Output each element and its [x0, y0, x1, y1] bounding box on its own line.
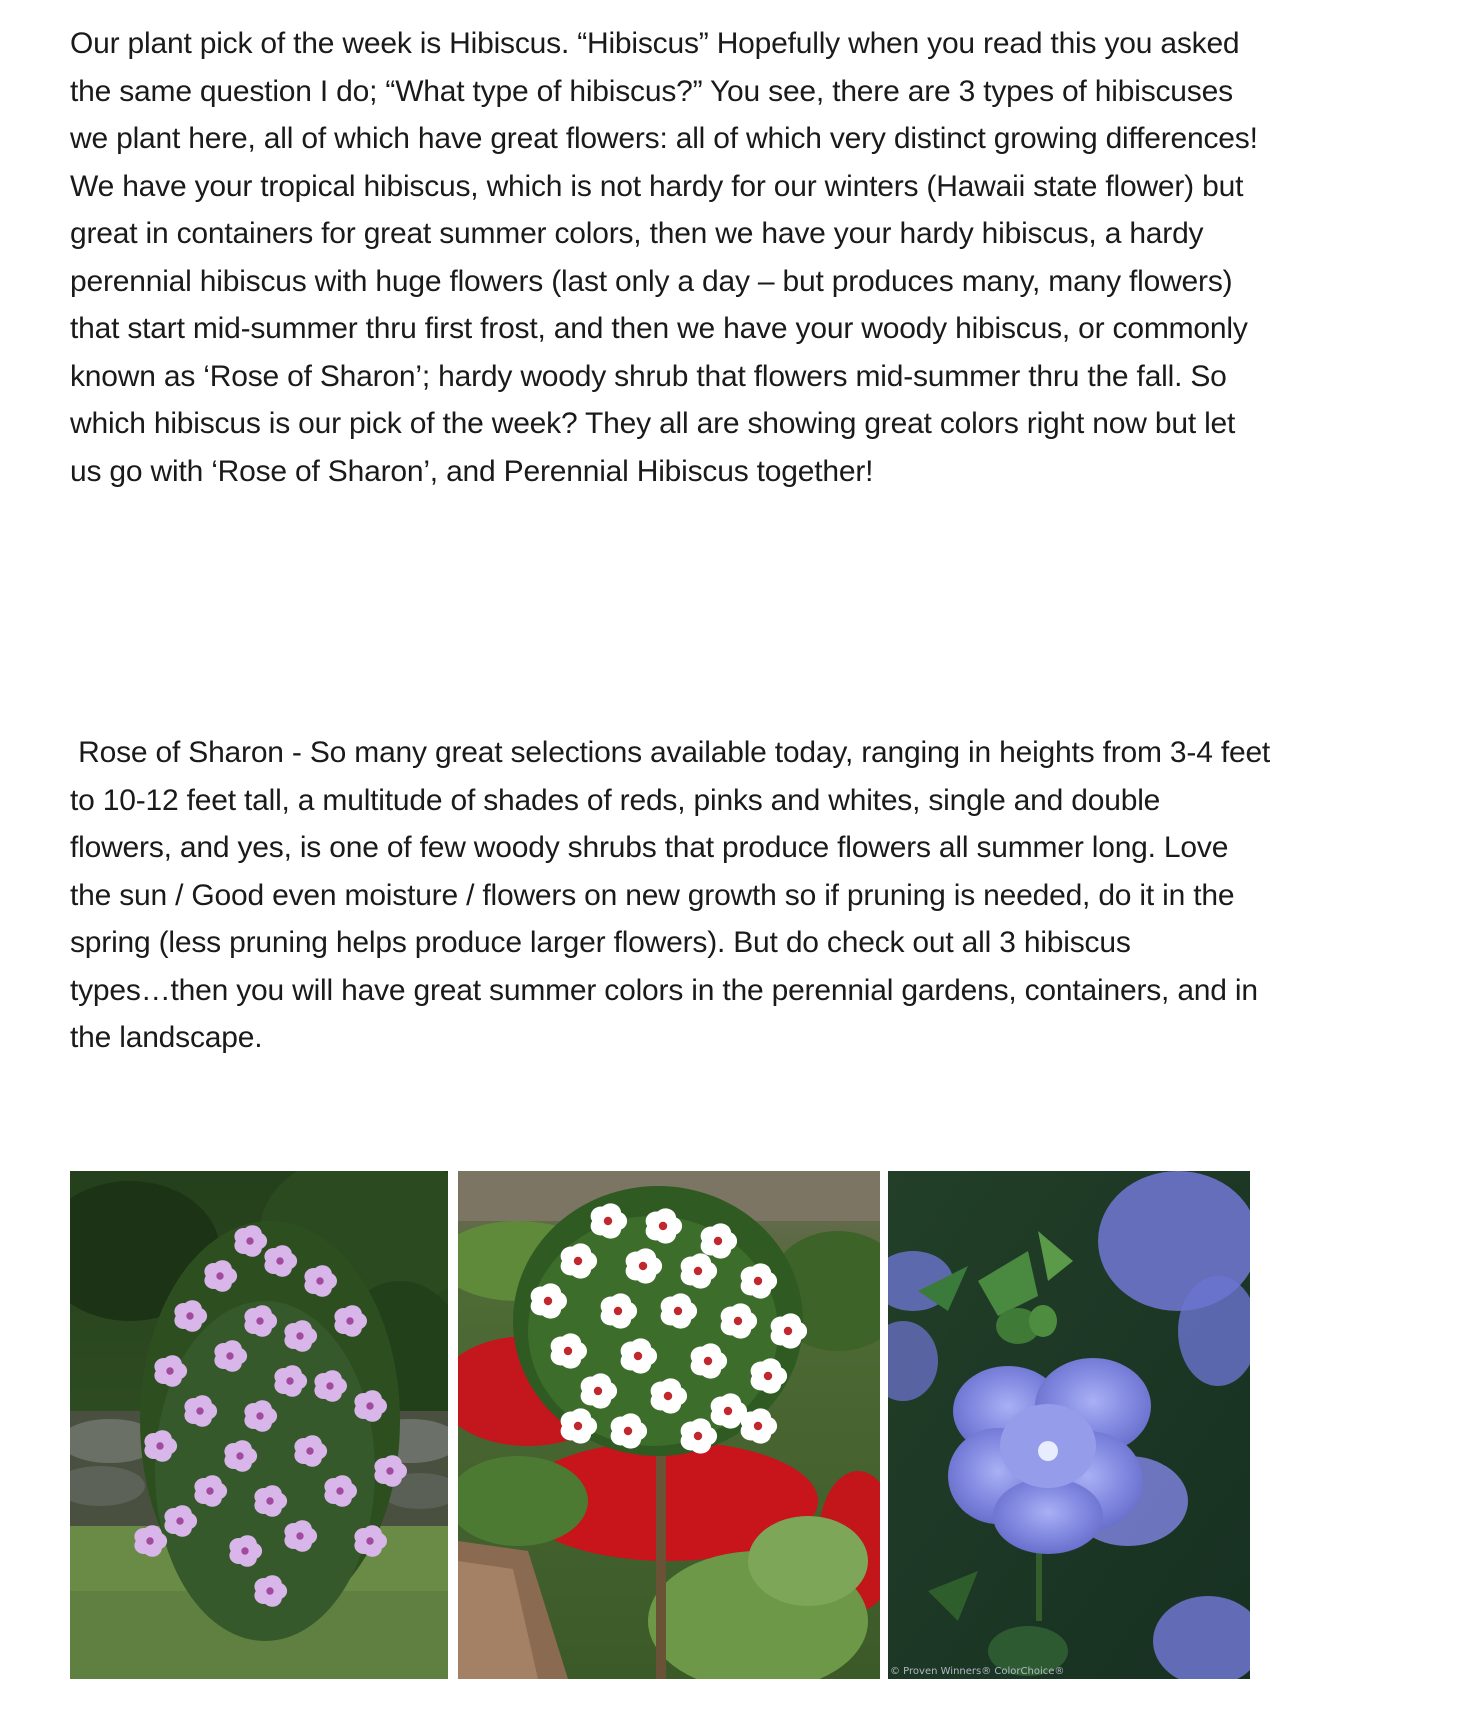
intro-line: that start mid-summer thru first frost, and then we have your woody hibiscus, or commonly: [70, 312, 1248, 345]
rose-line: types…then you will have great summer colors in the perennial gardens, containers, and in: [70, 973, 1258, 1007]
rose-line: to 10-12 feet tall, a multitude of shades of reds, pinks and whites, single and double: [70, 783, 1161, 817]
rose-of-sharon-paragraph: [70, 729, 1270, 1062]
rose-line: spring (less pruning helps produce larger flowers). But do check out all 3 hibiscus: [70, 926, 1131, 959]
intro-line: perennial hibiscus with huge flowers (last only a day – but produces many, many flowers): [70, 264, 1233, 298]
lavender-shrub-image: [70, 1171, 448, 1679]
photo-credit: © Proven Winners® ColorChoice®: [890, 1666, 1065, 1677]
intro-line: Our plant pick of the week is Hibiscus. “Hibiscus” Hopefully when you read this you asked: [70, 27, 1240, 60]
intro-line: We have your tropical hibiscus, which is not hardy for our winters (Hawaii state flower) but: [70, 169, 1244, 203]
intro-line: us go with ‘Rose of Sharon’, and Perennial Hibiscus together!: [70, 454, 874, 488]
rose-line: Rose of Sharon - So many great selections available today, ranging in heights from 3-4 feet: [70, 736, 1271, 769]
intro-line: known as ‘Rose of Sharon’; hardy woody shrub that flowers mid-summer thru the fall. So: [70, 359, 1227, 393]
rose-line: flowers, and yes, is one of few woody shrubs that produce flowers all summer long. Love: [70, 831, 1229, 864]
intro-line: we plant here, all of which have great flowers: all of which very distinct growing differences!: [70, 122, 1258, 155]
rose-line: the landscape.: [70, 1021, 263, 1054]
photo-row: [70, 1171, 1250, 1679]
blue-rose-of-sharon-photo: [888, 1171, 1250, 1679]
intro-line: great in containers for great summer colors, then we have your hardy hibiscus, a hardy: [70, 217, 1204, 250]
intro-paragraph: [70, 20, 1258, 495]
white-tree-image: [458, 1171, 880, 1679]
intro-line: the same question I do; “What type of hibiscus?” You see, there are 3 types of hibiscuses: [70, 74, 1233, 108]
rose-line: the sun / Good even moisture / flowers on new growth so if pruning is needed, do it in the: [70, 878, 1235, 912]
white-rose-of-sharon-photo: [458, 1171, 880, 1679]
intro-line: which hibiscus is our pick of the week? They all are showing great colors right now but let: [70, 407, 1236, 440]
blue-flower-closeup-image: [888, 1171, 1250, 1679]
lavender-rose-of-sharon-photo: [70, 1171, 448, 1679]
